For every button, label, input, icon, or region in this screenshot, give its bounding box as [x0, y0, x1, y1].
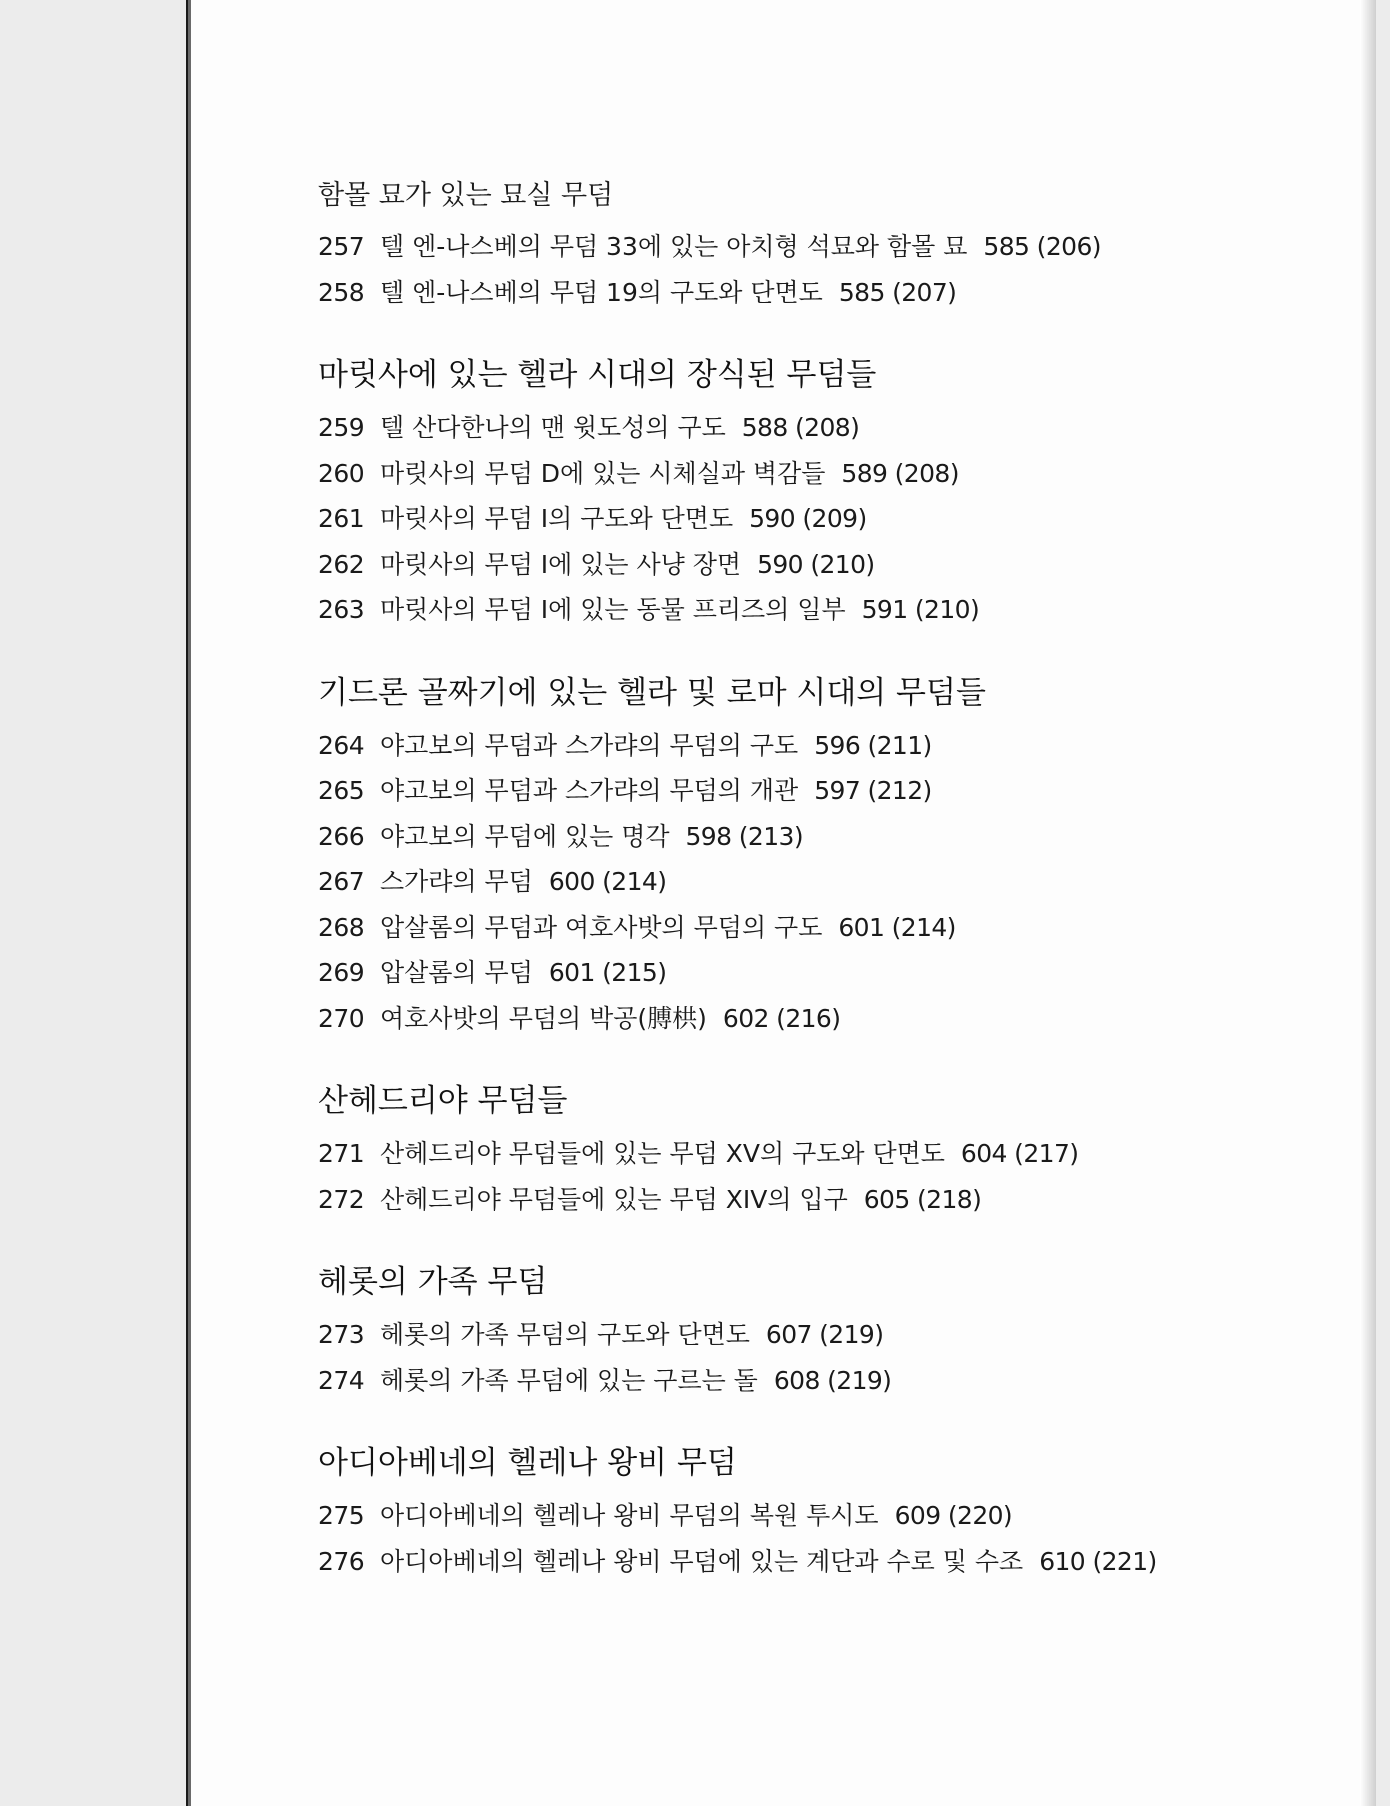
- figure-title: 텔 엔-나스베의 무덤 33에 있는 아치형 석묘와 함몰 묘: [380, 232, 968, 261]
- figure-number: 276: [318, 1546, 365, 1576]
- figure-title: 산헤드리야 무덤들에 있는 무덤 XIV의 입구: [380, 1184, 848, 1214]
- figure-list: [318, 178, 1328, 1624]
- figure-number: 261: [318, 504, 365, 533]
- section: [318, 355, 1328, 633]
- figure-entry: [318, 587, 1328, 633]
- page-reference: 609 (220): [894, 1501, 1013, 1530]
- figure-entry: [318, 996, 1328, 1042]
- figure-number: 273: [318, 1320, 365, 1349]
- figure-title: 야고보의 무덤과 스가랴의 무덤의 구도: [380, 730, 799, 760]
- page-reference: 596 (211): [814, 730, 932, 760]
- figure-number: 274: [318, 1365, 365, 1395]
- figure-number: 269: [318, 958, 365, 987]
- figure-entry: [318, 905, 1328, 951]
- figure-entry: [318, 723, 1328, 769]
- figure-number: 262: [318, 549, 365, 579]
- figure-number: 258: [318, 277, 365, 307]
- figure-title: 압살롬의 무덤: [380, 958, 533, 987]
- figure-entry: [318, 542, 1328, 588]
- page-reference: 597 (212): [814, 776, 932, 805]
- figure-number: 271: [318, 1139, 365, 1168]
- page-reference: 591 (210): [861, 595, 980, 624]
- section: [318, 1443, 1328, 1584]
- page-reference: 585 (207): [838, 277, 957, 307]
- figure-entry: [318, 1493, 1328, 1539]
- figure-number: 272: [318, 1184, 365, 1214]
- figure-title: 헤롯의 가족 무덤에 있는 구르는 돌: [380, 1365, 758, 1395]
- figure-title: 마릿사의 무덤 D에 있는 시체실과 벽감들: [380, 458, 826, 488]
- section: [318, 178, 1328, 315]
- section: [318, 1081, 1328, 1222]
- figure-title: 마릿사의 무덤 I의 구도와 단면도: [380, 504, 734, 533]
- figure-title: 아디아베네의 헬레나 왕비 무덤에 있는 계단과 수로 및 수조: [380, 1546, 1024, 1576]
- page-reference: 610 (221): [1039, 1546, 1157, 1576]
- figure-entry: [318, 1177, 1328, 1223]
- figure-entry: [318, 270, 1328, 316]
- page-reference: 590 (210): [757, 549, 875, 579]
- figure-number: 266: [318, 821, 365, 851]
- figure-entry: [318, 950, 1328, 996]
- figure-entry: [318, 768, 1328, 814]
- figure-entry: [318, 1539, 1328, 1585]
- figure-title: 아디아베네의 헬레나 왕비 무덤의 복원 투시도: [380, 1501, 879, 1530]
- page-reference: 605 (218): [863, 1184, 982, 1214]
- page-reference: 602 (216): [722, 1003, 841, 1033]
- page-reference: 585 (206): [983, 232, 1101, 261]
- page-reference: 601 (214): [838, 912, 956, 942]
- page-edge-shadow: [1360, 0, 1376, 1806]
- figure-number: 257: [318, 232, 365, 261]
- figure-title: 산헤드리야 무덤들에 있는 무덤 XV의 구도와 단면도: [380, 1139, 945, 1168]
- figure-entry: [318, 814, 1328, 860]
- book-page: [186, 0, 1376, 1806]
- page-reference: 589 (208): [841, 458, 959, 488]
- figure-title: 텔 산다한나의 맨 윗도성의 구도: [380, 413, 726, 442]
- section-heading: 헤롯의 가족 무덤: [318, 1264, 548, 1300]
- figure-number: 264: [318, 730, 365, 760]
- page-reference: 600 (214): [548, 867, 667, 896]
- page-reference: 601 (215): [548, 958, 667, 987]
- figure-entry: [318, 451, 1328, 497]
- figure-title: 야고보의 무덤에 있는 명각: [380, 821, 670, 851]
- section-heading: 아디아베네의 헬레나 왕비 무덤: [318, 1445, 737, 1481]
- figure-title: 스가랴의 무덤: [380, 867, 533, 896]
- figure-title: 여호사밧의 무덤의 박공(膊栱): [380, 1003, 707, 1033]
- figure-title: 압살롬의 무덤과 여호사밧의 무덤의 구도: [380, 912, 823, 942]
- figure-number: 260: [318, 458, 365, 488]
- figure-entry: [318, 496, 1328, 542]
- figure-title: 야고보의 무덤과 스가랴의 무덤의 개관: [380, 776, 799, 805]
- figure-number: 259: [318, 413, 365, 442]
- figure-title: 마릿사의 무덤 I에 있는 사냥 장면: [380, 549, 742, 579]
- figure-number: 263: [318, 595, 365, 624]
- figure-number: 270: [318, 1003, 365, 1033]
- figure-number: 275: [318, 1501, 365, 1530]
- page-reference: 590 (209): [749, 504, 867, 533]
- page-reference: 608 (219): [773, 1365, 892, 1395]
- section: [318, 1262, 1328, 1403]
- figure-entry: [318, 1131, 1328, 1177]
- section: [318, 673, 1328, 1042]
- figure-entry: [318, 1312, 1328, 1358]
- figure-entry: [318, 405, 1328, 451]
- figure-title: 헤롯의 가족 무덤의 구도와 단면도: [380, 1320, 750, 1349]
- figure-number: 265: [318, 776, 365, 805]
- section-heading: 산헤드리야 무덤들: [318, 1083, 568, 1119]
- page-reference: 598 (213): [685, 821, 803, 851]
- figure-entry: [318, 1358, 1328, 1404]
- section-heading: 마릿사에 있는 헬라 시대의 장식된 무덤들: [318, 357, 877, 393]
- figure-entry: [318, 224, 1328, 270]
- figure-number: 268: [318, 912, 365, 942]
- section-heading: 함몰 묘가 있는 묘실 무덤: [318, 180, 614, 211]
- figure-entry: [318, 859, 1328, 905]
- section-heading: 기드론 골짜기에 있는 헬라 및 로마 시대의 무덤들: [318, 674, 986, 711]
- page-reference: 607 (219): [765, 1320, 884, 1349]
- page-reference: 604 (217): [960, 1139, 1079, 1168]
- figure-title: 마릿사의 무덤 I에 있는 동물 프리즈의 일부: [380, 595, 846, 624]
- figure-number: 267: [318, 867, 365, 896]
- figure-title: 텔 엔-나스베의 무덤 19의 구도와 단면도: [380, 277, 823, 307]
- page-reference: 588 (208): [741, 413, 860, 442]
